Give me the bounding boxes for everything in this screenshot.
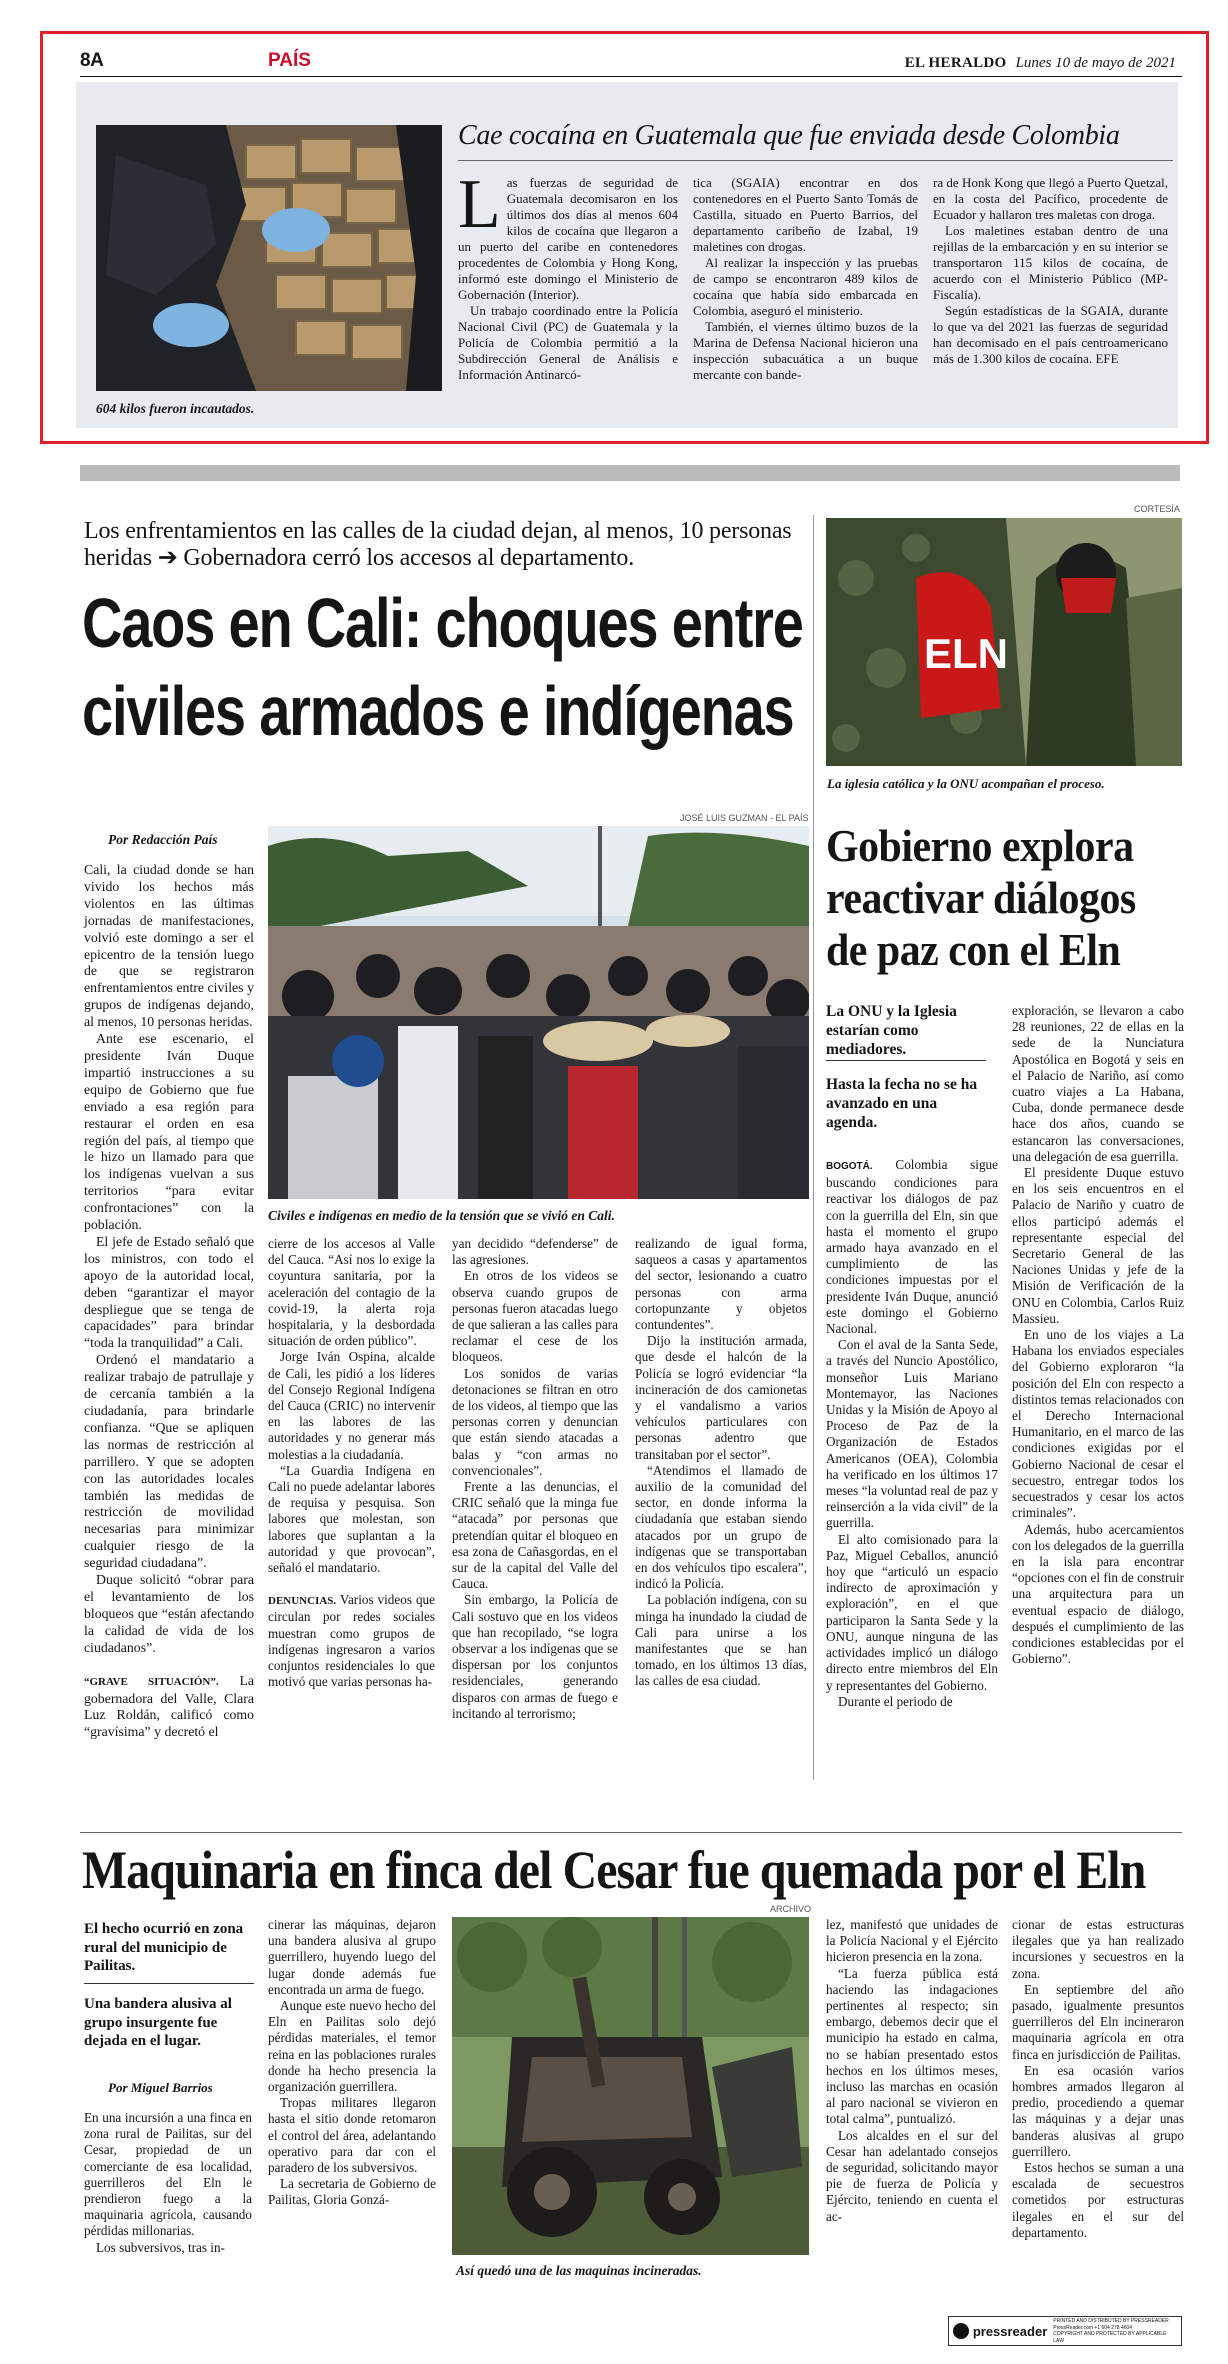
paragraph: “Atendimos el llamado de auxilio de la comunidad del sector, en donde informa la ciudadanía que estaban siendo atacados por un grupo de indígenas que se transportaban en dos vehículos tipo escalera”, indicó la Policía. <box>635 1462 807 1592</box>
eln-headline-line: de paz con el Eln <box>826 925 1121 975</box>
paragraph <box>268 1592 435 1690</box>
eln-deck-2: Hasta la fecha no se ha avanzado en una agenda. <box>826 1076 978 1131</box>
maquinaria-column-1 <box>84 2110 252 2256</box>
paragraph: Jorge Iván Ospina, alcalde de Cali, les pidió a los líderes del Consejo Regional Indígena del Cauca (CRIC) no intervenir en las labores de las autoridades y no generar más molestias a la ciudadanía. <box>268 1349 435 1462</box>
cocaine-seizure-photo <box>96 125 442 391</box>
cali-headline-line-1: Caos en Cali: choques entre <box>82 584 803 662</box>
maquinaria-column-3 <box>826 1917 998 2225</box>
paragraph: yan decidido “defenderse” de las agresiones. <box>452 1236 618 1268</box>
paragraph: Tropas militares llegaron hasta el sitio donde retomaron el control del área, adelantando operativo para dar con el paradero de los subversivos. <box>268 2095 436 2176</box>
paragraph: Además, hubo acercamientos con los delegados de la guerrilla en la isla para encontrar “opciones con el fin de construir una arquitectura para un eventual espacio de diálogo, después el cumplimiento de las condiciones establecidas por el Gobierno”. <box>1012 1521 1184 1667</box>
story4-top-rule <box>80 1832 1182 1833</box>
cali-protest-photo <box>268 826 809 1199</box>
maquinaria-byline: Por Miguel Barrios <box>108 2080 213 2095</box>
maquinaria-column-2 <box>268 1917 436 2209</box>
byline-text: Por Redacción País <box>108 832 218 847</box>
eln-deck-rule <box>826 1060 986 1061</box>
paragraph: Ante ese escenario, el presidente Iván Duque impartió instrucciones a su equipo de Gobierno que fue enviado a esa región para restaurar el orden en esa región del país, al tiempo que le hizo un llamado para que los indígenas vuelvan a sus territorios “para evitar confrontaciones” con la población. <box>84 1031 254 1233</box>
eln-deck-1: La ONU y la Iglesia estarían como mediadores. <box>826 1003 957 1058</box>
paragraph: lez, manifestó que unidades de la Policía Nacional y el Ejército hicieron presencia en la zona. <box>826 1917 998 1965</box>
cali-subhead: Los enfrentamientos en las calles de la ciudad dejan, al menos, 10 personas heridas ➔ Gobernadora cerró los accesos al departamento. <box>84 518 792 571</box>
paragraph: as fuerzas de seguridad de Guatemala decomisaron en los últimos dos días al menos 604 kilos de cocaína que llegaron a un puerto del caribe en contenedores procedentes de Colombia y Hong Kong, informó este domingo el Ministerio de Gobernación (Interior). <box>458 175 678 302</box>
maquinaria-photo-caption: Así quedó una de las maquinas incineradas. <box>456 2263 702 2278</box>
eln-photo-caption: La iglesia católica y la ONU acompañan el proceso. <box>827 776 1105 791</box>
text: Colombia sigue buscando condiciones para reactivar los diálogos de paz con la guerrilla del Eln, sin que hasta el momento el grupo armado haya avanzado en el cumplimiento de las condiciones impuestas por el presidente Iván Duque, anunció este domingo el Gobierno Nacional. <box>826 1157 998 1337</box>
paragraph: Según estadísticas de la SGAIA, durante lo que va del 2021 las fuerzas de seguridad han decomisado en el país centroamericano más de 1.300 kilos de cocaína. EFE <box>933 303 1168 366</box>
pressreader-footer <box>948 2316 1182 2346</box>
paragraph: Dijo la institución armada, que desde el halcón de la Policía se logró evidenciar “la incineración de dos camionetas y el vandalismo a varios vehículos particulares con personas adentro que transitaban por el sector”. <box>635 1333 807 1462</box>
dropcap: L <box>458 166 501 243</box>
paragraph: ra de Honk Kong que llegó a Puerto Quetzal, en la costa del Pacífico, procedente de Ecuador y hallaron tres maletas con droga. <box>933 175 1168 222</box>
paragraph: Aunque este nuevo hecho del Eln en Pailitas solo dejó pérdidas materiales, el temor reina en las poblaciones rurales donde ha hecho presencia la organización guerrillera. <box>268 1998 436 2095</box>
paragraph: En una incursión a una finca en zona rural de Pailitas, sur del Cesar, propiedad de un comerciante de esa localidad, guerrilleros del Eln le prendieron fuego a la maquinaria agrícola, causando pérdidas millonarias. <box>84 2110 252 2239</box>
eln-patch-text: ELN <box>924 630 1008 677</box>
maquinaria-deck-rule <box>84 1983 254 1984</box>
paragraph: Con el aval de la Santa Sede, a través del Nuncio Apostólico, monseñor Luis Mariano Montemayor, las Naciones Unidas y la Misión de Apoyo al Proceso de Paz de la Organización de Estados Americanos (OEA), Colombia ha verificado en los últimos 17 meses “la voluntad real de paz y reinserción a la vida civil” de la guerrilla. <box>826 1337 998 1531</box>
eln-headline-line: Gobierno explora <box>826 821 1134 871</box>
paragraph: Sin embargo, la Policía de Cali sostuvo que en los videos que han recopilado, “se logra observar a los indígenas que se dispersan por los conjuntos residenciales, generando disparos con armas de fuego e incitando al terrorismo; <box>452 1592 618 1721</box>
issue-date: Lunes 10 de mayo de 2021 <box>1015 55 1176 71</box>
maquinaria-photo-credit: ARCHIVO <box>770 1904 812 1914</box>
paragraph: cionar de estas estructuras ilegales que ya han realizado incursiones y secuestros en la zona. <box>1012 1917 1184 1981</box>
cali-column-4 <box>635 1236 807 1690</box>
maquinaria-column-4 <box>1012 1917 1184 2241</box>
paragraph: También, el viernes último buzos de la Marina de Defensa Nacional hicieron una inspección subacuática a un buque mercante con bande- <box>693 319 918 382</box>
dateline: BOGOTÁ. <box>826 1161 873 1172</box>
cali-column-1 <box>84 862 254 1741</box>
paragraph: “La Guardia Indígena en Cali no puede adelantar labores de requisa y pesquisa. Son labores que molestan, son labores que suplantan a la autoridad y que provocan”, señaló el mandatario. <box>268 1462 435 1576</box>
paragraph <box>826 1157 998 1337</box>
paragraph: Ordenó el mandatario a realizar trabajo de patrullaje y de cercanía también a la ciudadanía, para brindarle confianza. “Que se apliquen las normas de restricción al parrillero. Y que se adopten con las autoridades locales también las medidas de restricción de movilidad necesarias para minimizar cualquier riesgo de la seguridad ciudadana”. <box>84 1352 254 1571</box>
lead-in: DENUNCIAS. <box>268 1595 337 1608</box>
cocaine-photo-caption: 604 kilos fueron incautados. <box>96 401 255 416</box>
masthead-date <box>905 52 1176 72</box>
eln-photo-credit: CORTESÍA <box>1134 504 1180 514</box>
maquinaria-headline: Maquinaria en finca del Cesar fue quemada por el Eln <box>82 1840 1146 1900</box>
story1-column-2 <box>693 175 918 383</box>
header-rule <box>80 76 1182 77</box>
maquinaria-deck-2: Una bandera alusiva al grupo insurgente fue dejada en el lugar. <box>84 1996 232 2049</box>
column-separator <box>813 515 814 1780</box>
paragraph: La secretaria de Gobierno de Pailitas, Gloria Gonzá- <box>268 2176 436 2208</box>
paragraph: Durante el periodo de <box>838 1693 953 1709</box>
paragraph: Los alcaldes en el sur del Cesar han adelantado consejos de seguridad, solicitando mayor pie de fuerza de Policía y Ejército, teniendo en cuenta el ac- <box>826 2127 998 2224</box>
paragraph: tica (SGAIA) encontrar en dos contenedores en el Puerto Santo Tomás de Castilla, situado en Puerto Barrios, del departamento caribeño de Izabal, 19 maletines con drogas. <box>693 175 918 254</box>
paragraph: El alto comisionado para la Paz, Miguel Ceballos, anunció hoy que “articuló un espacio indirecto de aproximación y exploración”, en el que participaron la Santa Sede y la ONU, aunque ninguna de las actividades implicó un diálogo directo entre miembros del Eln y representantes del Gobierno. <box>826 1531 998 1693</box>
story1-title-rule <box>458 160 1173 161</box>
section-divider <box>80 465 1180 481</box>
paragraph: La población indígena, con su minga ha inundado la ciudad de Cali para unirse a los manifestantes que se han tomado, en los últimos 13 días, las calles de esa ciudad. <box>635 1592 807 1689</box>
paragraph: Cali, la ciudad donde se han vivido los hechos más violentos en las últimas jornadas de manifestaciones, volvió este domingo a ser el epicentro de la tensión luego de que se registraron enfrentamientos entre civiles y grupos de indígenas dejando, al menos, 10 personas heridas. <box>84 862 254 1030</box>
paragraph: Al realizar la inspección y las pruebas de campo se encontraron 489 kilos de cocaína que había sido embarcada en Colombia, aseguró el ministerio. <box>693 255 918 318</box>
paragraph: Los sonidos de varias detonaciones se filtran en otro de los videos, al tiempo que las personas corren y denuncian que están siendo atacadas a balas y “con armas no convencionales”. <box>452 1365 618 1478</box>
tagline-line: COPYRIGHT AND PROTECTED BY APPLICABLE LAW <box>1053 2331 1167 2344</box>
paragraph: Duque solicitó “obrar para el levantamiento de los bloqueos que “están afectando la calidad de vida de los ciudadanos”. <box>84 1572 254 1655</box>
cali-byline <box>108 832 218 848</box>
paragraph: Estos hechos se suman a una escalada de secuestros cometidos por estructuras ilegales en el sur del departamento. <box>1012 2160 1184 2240</box>
pressreader-logo-icon <box>953 2323 969 2339</box>
eln-headline <box>826 820 1186 976</box>
paragraph: cinerar las máquinas, dejaron una bandera alusiva al grupo guerrillero, huyendo luego del lugar donde además fue encontrada un arma de fuego. <box>268 1917 436 1997</box>
page-number: 8A <box>80 50 104 71</box>
cali-column-2 <box>268 1236 435 1690</box>
cali-photo-caption: Civiles e indígenas en medio de la tensión que se vivió en Cali. <box>268 1208 615 1223</box>
burned-machinery-photo <box>452 1917 809 2255</box>
eln-column-2 <box>1012 1003 1184 1667</box>
cali-photo-credit: JOSÉ LUIS GUZMAN - EL PAÍS <box>680 813 809 823</box>
story1-title: Cae cocaína en Guatemala que fue enviada desde Colombia <box>458 120 1120 151</box>
paragraph: En esa ocasión varios hombres armados llegaron al predio, procediendo a quemar las máquinas y a dejar unas banderas alusivas al grupo guerrillero. <box>1012 2062 1184 2159</box>
paragraph: Los subversivos, tras in- <box>96 2239 225 2255</box>
story1-column-3 <box>933 175 1168 367</box>
paragraph: Frente a las denuncias, el CRIC señaló que la minga fue “atacada” por personas que pretendían quitar el bloqueo en esa zona de Cañasgordas, en el sur de la capital del Valle del Cauca. <box>452 1479 618 1592</box>
paragraph: El presidente Duque estuvo en los seis encuentros en el Palacio de Nariño y cuatro de ellos participó además el representante especial del Secretario General de las Naciones Unidas y jefe de la Misión de Verificación de la ONU en Colombia, Carlos Ruiz Massieu. <box>1012 1165 1184 1326</box>
cali-headline-line-2: civiles armados e indígenas <box>82 672 794 750</box>
paragraph <box>84 1673 254 1742</box>
paragraph: El jefe de Estado señaló que los ministros, con todo el apoyo de la autoridad local, deben “garantizar el mayor despliegue que se tenga de capacidades” para brindar “toda la tranquilidad” a Cali. <box>84 1233 254 1351</box>
paragraph: “La fuerza pública está haciendo las indagaciones pertinentes al respecto; sin embargo, debemos decir que el municipio ha estado en calma, no se habían presentado estos hechos en los últimos meses, incluso las marchas en ocasión al paro nacional se vivieron en total calma”, puntualizó. <box>826 1965 998 2127</box>
lead-in: “GRAVE SITUACIÓN”. <box>84 1675 219 1688</box>
paragraph: En uno de los viajes a La Habana los enviados especiales del Gobierno exploraron “la posición del Eln con respecto a distintos temas relacionados con el Derecho Internacional Humanitario, en el marco de las condiciones exigidas por el Gobierno Nacional de cesar el secuestro, entregar todos los secuestrados y cesar los actos criminales”. <box>1012 1327 1184 1521</box>
story1-column-1 <box>458 166 678 383</box>
eln-column-1 <box>826 1157 998 1710</box>
pressreader-tagline <box>1053 2318 1177 2344</box>
text: Varios videos que circulan por redes sociales muestran como grupos de indígenas ingresaron a varios conjuntos residenciales lo que motivó que varias personas ha- <box>268 1592 435 1690</box>
paragraph: exploración, se llevaron a cabo 28 reuniones, 22 de ellas en la sede de la Nunciatura Apostólica en Bogotá y seis en el Palacio de Nariño, así como cuatro viajes a La Habana, Cuba, donde permanece desde hace dos años, cuando se estancaron las conversaciones, una delegación de esa guerrilla. <box>1012 1003 1184 1164</box>
paragraph: cierre de los accesos al Valle del Cauca. “Así nos lo exige la coyuntura sanitaria, por la aceleración del contagio de la covid-19, la alerta roja hospitalaria, y la desbordada situación de orden público”. <box>268 1236 435 1349</box>
tagline-line: PRINTED AND DISTRIBUTED BY PRESSREADER <box>1053 2318 1169 2324</box>
pressreader-logo: pressreader <box>972 2323 1048 2339</box>
paragraph: Los maletines estaban dentro de una rejillas de la embarcación y en su interior se transportaron 115 kilos de cocaína, de acuerdo con el Ministerio Público (MP-Fiscalía). <box>933 223 1168 302</box>
cali-column-3 <box>452 1236 618 1722</box>
section-label: PAÍS <box>268 50 311 71</box>
text: La gobernadora del Valle, Clara Luz Roldán, calificó como “gravísima” y decretó el <box>84 1672 255 1740</box>
paragraph: En otros de los videos se observa cuando grupos de personas fueron atacadas luego de que salieran a las calles para reclamar el cese de los bloqueos. <box>452 1268 618 1365</box>
paragraph: Un trabajo coordinado entre la Policía Nacional Civil (PC) de Guatemala y la Policía de Colombia permitió a la Subdirección General de Análisis e Información Antinarcó- <box>458 303 678 382</box>
maquinaria-deck-1: El hecho ocurrió en zona rural del municipio de Pailitas. <box>84 1921 244 1974</box>
eln-guerrilla-photo <box>826 518 1182 766</box>
masthead: EL HERALDO <box>904 55 1007 71</box>
eln-headline-line: reactivar diálogos <box>826 873 1136 923</box>
paragraph: En septiembre del año pasado, igualmente presuntos guerrilleros del Eln incineraron maquinaria agrícola en otra finca en jurisdicción de Pailitas. <box>1012 1981 1184 2062</box>
tagline-line: PressReader.com +1 604 278 4604 <box>1053 2324 1133 2331</box>
paragraph: realizando de igual forma, saqueos a casas y apartamentos del sector, lesionando a cuatro personas con arma cortopunzante y objetos contundentes”. <box>635 1236 807 1333</box>
